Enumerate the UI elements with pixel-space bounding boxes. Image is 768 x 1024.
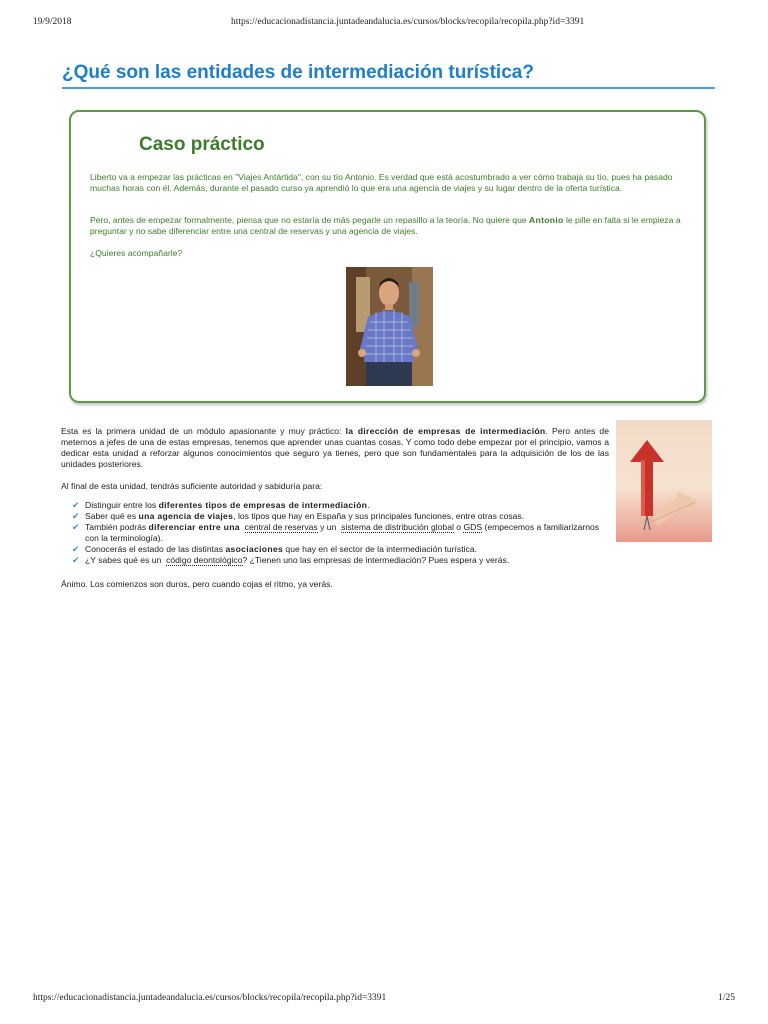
glossary-link-sistema-distribucion-global[interactable]: sistema de distribución global [341,522,454,532]
case-study-box [69,110,706,403]
glossary-link-codigo-deontologico[interactable]: código deontológico [166,555,243,565]
case-paragraph-2: Pero, antes de empezar formalmente, piensa que no estaría de más pegarle un repasillo a la teoría. No quiere que Antonio le pille en falta si le empieza a preguntar y no sabe diferenciar entre una central de reservas y una agencia de viajes. [90,215,681,236]
glossary-link-central-de-reservas[interactable]: central de reservas [244,522,318,532]
page-number: 1/25 [718,993,735,1003]
intro-paragraph-1: Esta es la primera unidad de un módulo apasionante y muy práctico: la dirección de empresas de intermediación. Pero antes de meternos a jefes de una de estas empresas, tenemos que aprender unas cuantas cosas. Y como todo debe empezar por el principio, vamos a dedicar esta unidad a reforzar algunos conocimientos que seguro ya tienes, pero que son fundamentales para la adquisición de los de las unidades posteriores. [61,426,609,469]
person-photo-graphic [346,267,433,386]
checkmark-icon: ✔ [72,555,80,565]
case-name-antonio: Antonio [529,215,564,225]
print-url: https://educacionadistancia.juntadeandalucia.es/cursos/blocks/recopila/recopila.php?id=3391 [231,17,585,27]
page-title: ¿Qué son las entidades de intermediación turística? [62,62,715,89]
checkmark-icon: ✔ [72,511,80,521]
case-paragraph-1: Liberto va a empezar las prácticas en "Viajes Antártida", con su tío Antonio. Es verdad que está acostumbrado a ver cómo trabaja su tío, pues ha pasado muchas horas con él. Además, durante el pasado curso ya aprendió lo que era una agencia de viajes y su lugar dentro de la oferta turística. [90,172,673,193]
checkmark-icon: ✔ [72,544,80,554]
goal-item: ✔ Saber qué es una agencia de viajes, los tipos que hay en España y sus principales funciones, entre otras cosas. [72,511,525,521]
goal-item: ✔ Distinguir entre los diferentes tipos de empresas de intermediación. [72,500,370,510]
checkmark-icon: ✔ [72,522,80,532]
arrow-illustration-graphic [616,420,712,542]
glossary-link-gds[interactable]: GDS [463,522,483,532]
checkmark-icon: ✔ [72,500,80,510]
goal-item: ✔ ¿Y sabes qué es un código deontológico? ¿Tienen uno las empresas de intermediación? Pues espera y verás. [72,555,510,565]
person-photo [346,267,433,386]
closing-paragraph: Ánimo. Los comienzos son duros, pero cuando cojas el ritmo, ya verás. [61,579,333,589]
arrow-illustration [616,420,712,542]
intro-paragraph-2: Al final de esta unidad, tendrás suficiente autoridad y sabiduría para: [61,481,323,491]
goal-item: ✔ Conocerás el estado de las distintas asociaciones que hay en el sector de la intermediación turística. [72,544,477,554]
goal-item: ✔ También podrás diferenciar entre una central de reservas y un sistema de distribución global o GDS (empecemos a familiarizarnos con la terminología). [72,522,600,543]
footer-url: https://educacionadistancia.juntadeandalucia.es/cursos/blocks/recopila/recopila.php?id=3391 [33,993,387,1003]
learning-goals-list [72,500,612,566]
intro-highlight: la dirección de empresas de intermediación [345,426,546,436]
print-date: 19/9/2018 [33,17,72,27]
case-paragraph-3: ¿Quieres acompañarle? [90,248,183,258]
case-study-title: Caso práctico [139,134,265,155]
